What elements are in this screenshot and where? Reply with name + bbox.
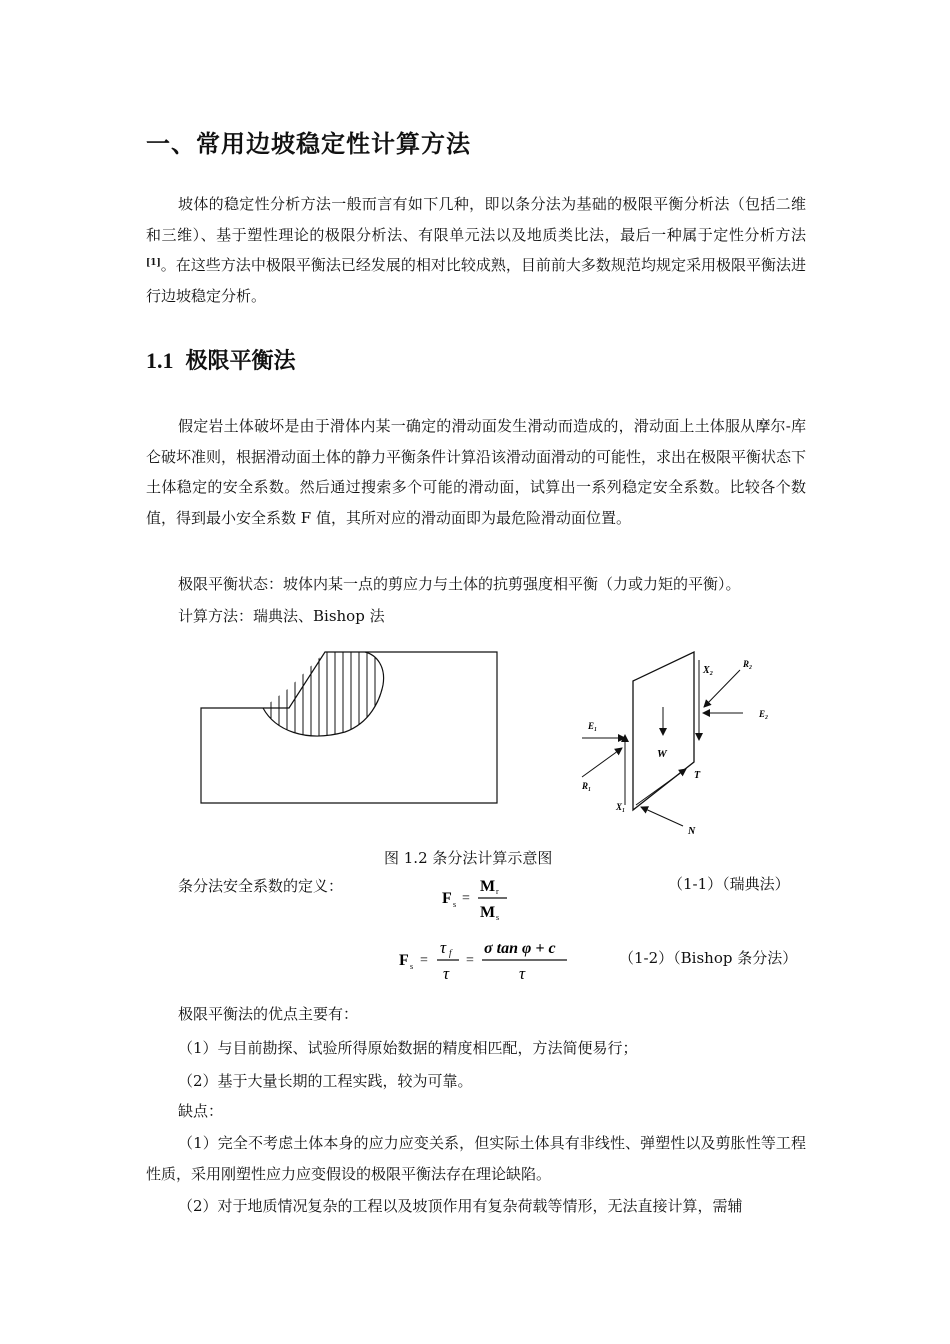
advantage-item-1: （1）与目前勘探、试验所得原始数据的精度相匹配，方法简便易行；: [178, 1039, 638, 1057]
label-R2: R₂: [743, 659, 753, 669]
disadvantages-title: 缺点：: [178, 1102, 224, 1120]
eq2-tau-f: τ: [440, 938, 447, 957]
label-X1: X₁: [616, 802, 626, 812]
method-paragraph: 假定岩土体破坏是由于滑体内某一确定的滑动面发生滑动而造成的，滑动面上土体服从摩尔-库仑破坏准则，根据滑动面土体的静力平衡条件计算沿该滑动面滑动的可能性，求出在极限平衡状态下土体稳定的安全系数。然后通过搜索多个可能的滑动面，试算出一系列稳定安全系数。比较各个数值，得到最小安全系数 F 值，其所对应的滑动面即为最危险滑动面位置。: [146, 417, 807, 527]
label-E1: E₁: [588, 721, 598, 731]
label-N: N: [688, 826, 696, 837]
eq2-tau-1: τ: [443, 964, 450, 983]
label-W: W: [657, 748, 667, 760]
label-T: T: [694, 770, 701, 781]
calculation-methods: 计算方法：瑞典法、Bishop 法: [178, 607, 385, 625]
slice-force-diagram: [570, 645, 785, 840]
shear-t-arrow: [636, 769, 686, 805]
label-R1: R₁: [582, 781, 592, 791]
eq2-tau-f-sub: f: [449, 948, 452, 958]
section-heading: 一、常用边坡稳定性计算方法: [146, 130, 471, 158]
eq2-lhs-sub: s: [410, 962, 414, 971]
normal-n-arrow: [641, 807, 683, 826]
eq2-tau-2: τ: [519, 964, 526, 983]
eq2-equals-1: =: [420, 953, 428, 968]
disadvantage-item-1: （1）完全不考虑土体本身的应力应变关系，但实际土体具有非线性、弹塑性以及剪胀性等工程性质，采用刚塑性应力应变假设的极限平衡法存在理论缺陷。: [146, 1134, 806, 1183]
label-X2: X₂: [703, 665, 714, 676]
eq1-lhs-sub: s: [453, 900, 457, 909]
force-r1-arrow: [582, 748, 622, 777]
intro-text-tail: 。在这些方法中极限平衡法已经发展的相对比较成熟，目前前大多数规范均规定采用极限平衡法进行边坡稳定分析。: [146, 256, 806, 305]
subsection-title: 极限平衡法: [185, 349, 296, 374]
advantages-title: 极限平衡法的优点主要有：: [178, 1005, 359, 1023]
equilibrium-definition: 极限平衡状态：坡体内某一点的剪应力与土体的抗剪强度相平衡（力或力矩的平衡）。: [178, 575, 741, 593]
eq1-denominator-sub: s: [496, 913, 500, 922]
advantage-item-2: （2）基于大量长期的工程实践，较为可靠。: [178, 1072, 473, 1090]
eq1-numerator: M: [480, 878, 496, 895]
eq1-lhs: F: [442, 890, 452, 907]
eq2-equals-2: =: [466, 953, 474, 968]
figure-caption: 图 1.2 条分法计算示意图: [384, 849, 553, 867]
intro-text: 坡体的稳定性分析方法一般而言有如下几种，即以条分法为基础的极限平衡分析法（包括二维和三维）、基于塑性理论的极限分析法、有限单元法以及地质类比法，最后一种属于定性分析方法: [146, 195, 806, 244]
eq1-numerator-sub: r: [496, 887, 499, 896]
disadvantage-item-2: （2）对于地质情况复杂的工程以及坡顶作用有复杂荷载等情形，无法直接计算，需辅: [178, 1197, 743, 1215]
eq2-numerator: σ tan φ + c: [484, 940, 556, 957]
eq1-denominator: M: [480, 904, 496, 921]
equation-2-label: （1-2）（Bishop 条分法）: [619, 949, 798, 967]
slope-diagram: [195, 645, 505, 810]
citation-ref[interactable]: [1]: [146, 258, 161, 268]
eq1-equals: =: [462, 891, 470, 906]
label-E2: E₂: [759, 709, 769, 719]
subsection-heading: [146, 344, 296, 375]
eq2-lhs: F: [399, 952, 409, 969]
intro-paragraph: [146, 189, 806, 311]
equation-1-label: （1-1）（瑞典法）: [668, 875, 790, 893]
subsection-number: 1.1: [146, 348, 174, 373]
slice-hatching: [271, 645, 375, 765]
equation-2: [393, 934, 578, 986]
slope-outline: [201, 652, 497, 803]
equation-1: [432, 873, 522, 925]
equation-intro: 条分法安全系数的定义：: [178, 877, 344, 895]
slip-surface: [263, 652, 384, 736]
